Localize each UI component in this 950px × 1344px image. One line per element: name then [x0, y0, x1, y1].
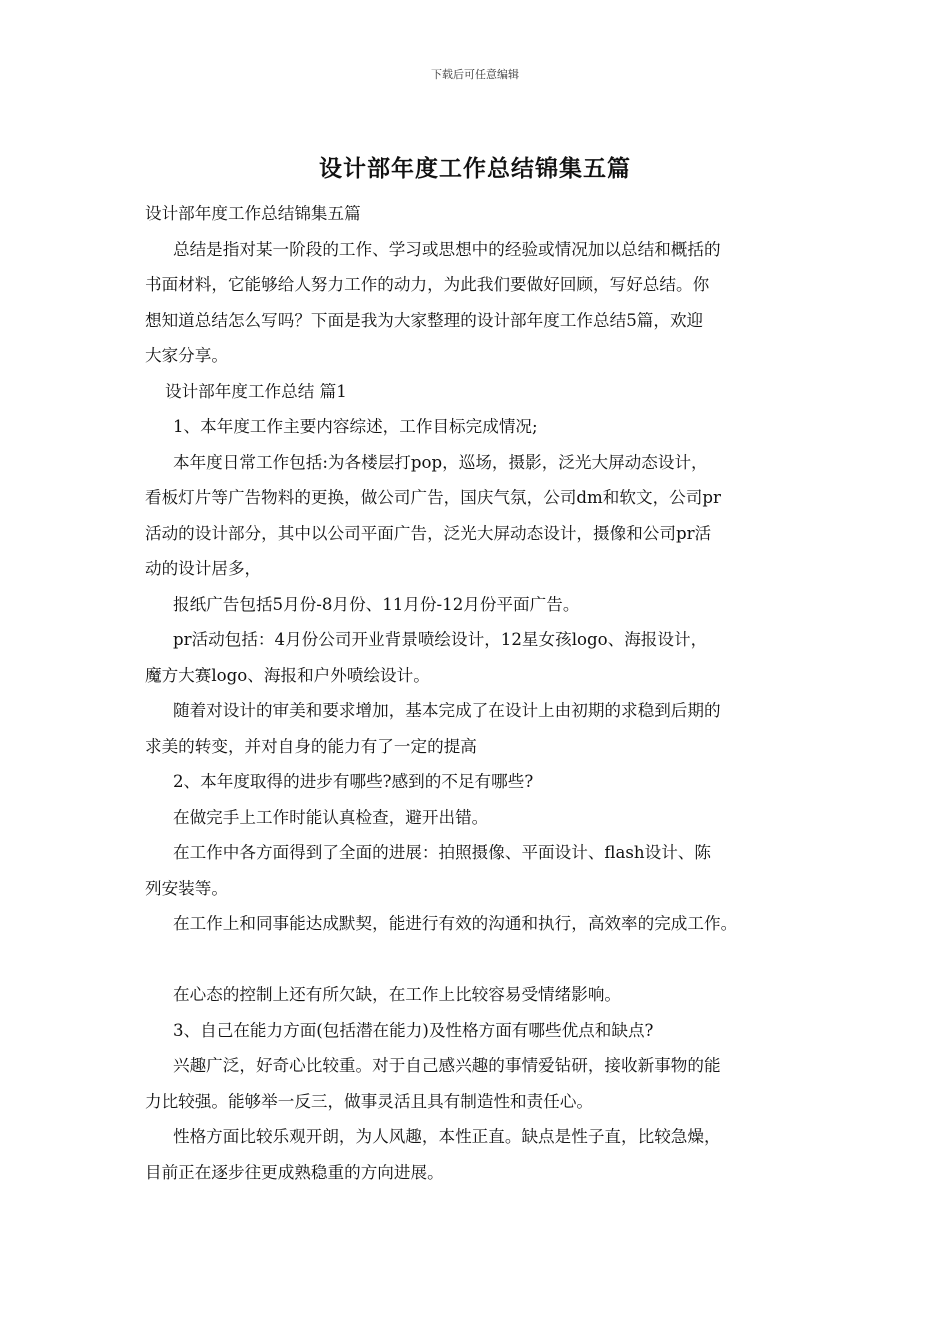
paragraph-line: 求美的转变，并对自身的能力有了一定的提高: [145, 736, 477, 756]
paragraph-line: 书面材料，它能够给人努力工作的动力，为此我们要做好回顾，写好总结。你: [145, 275, 710, 294]
paragraph-line: 1、本年度工作主要内容综述，工作目标完成情况;: [173, 417, 538, 436]
paragraph-line: 力比较强。能够举一反三，做事灵活且具有制造性和责任心。: [145, 1091, 594, 1111]
paragraph-line: 兴趣广泛，好奇心比较重。对于自己感兴趣的事情爱钻研，接收新事物的能: [173, 1056, 721, 1075]
subtitle-line: 设计部年度工作总结锦集五篇: [145, 204, 361, 223]
paragraph-line: 动的设计居多，: [145, 559, 262, 578]
blank-line: [145, 942, 817, 978]
paragraph-line: 在心态的控制上还有所欠缺，在工作上比较容易受情绪影响。: [173, 985, 622, 1004]
paragraph-line: 目前正在逐步往更成熟稳重的方向进展。: [145, 1162, 444, 1182]
paragraph-line: 看板灯片等广告物料的更换，做公司广告，国庆气氛，公司dm和软文，公司pr: [145, 488, 721, 507]
paragraph-line: 3、自己在能力方面(包括潜在能力)及性格方面有哪些优点和缺点?: [173, 1020, 654, 1040]
paragraph-line: 在工作中各方面得到了全面的进展：拍照摄像、平面设计、flash设计、陈: [173, 843, 711, 862]
paragraph-line: 性格方面比较乐观开朗，为人风趣，本性正直。缺点是性子直，比较急燥，: [173, 1127, 721, 1146]
paragraph-line: 想知道总结怎么写吗？下面是我为大家整理的设计部年度工作总结5篇，欢迎: [145, 310, 704, 330]
paragraph-line: 活动的设计部分，其中以公司平面广告，泛光大屏动态设计，摄像和公司pr活: [145, 523, 712, 543]
document-body: [145, 196, 817, 1190]
paragraph-line: 2、本年度取得的进步有哪些?感到的不足有哪些?: [173, 772, 534, 791]
paragraph-line: 总结是指对某一阶段的工作、学习或思想中的经验或情况加以总结和概括的: [173, 239, 721, 259]
paragraph-line: 报纸广告包括5月份-8月份、11月份-12月份平面广告。: [173, 594, 580, 614]
section-heading: 设计部年度工作总结 篇1: [165, 381, 347, 401]
paragraph-line: 列安装等。: [145, 878, 228, 898]
paragraph-line: 本年度日常工作包括:为各楼层打pop，巡场，摄影，泛光大屏动态设计，: [173, 452, 708, 472]
page-header-note: 下载后可任意编辑: [431, 68, 519, 81]
paragraph-line: pr活动包括：4月份公司开业背景喷绘设计，12星女孩logo、海报设计，: [173, 630, 708, 649]
document-title: 设计部年度工作总结锦集五篇: [319, 156, 631, 182]
paragraph-line: 在工作上和同事能达成默契，能进行有效的沟通和执行，高效率的完成工作。: [173, 914, 738, 933]
paragraph-line: 魔方大赛logo、海报和户外喷绘设计。: [145, 665, 430, 685]
paragraph-line: 大家分享。: [145, 346, 228, 365]
paragraph-line: 在做完手上工作时能认真检查，避开出错。: [173, 807, 489, 827]
paragraph-line: 随着对设计的审美和要求增加，基本完成了在设计上由初期的求稳到后期的: [173, 701, 721, 720]
